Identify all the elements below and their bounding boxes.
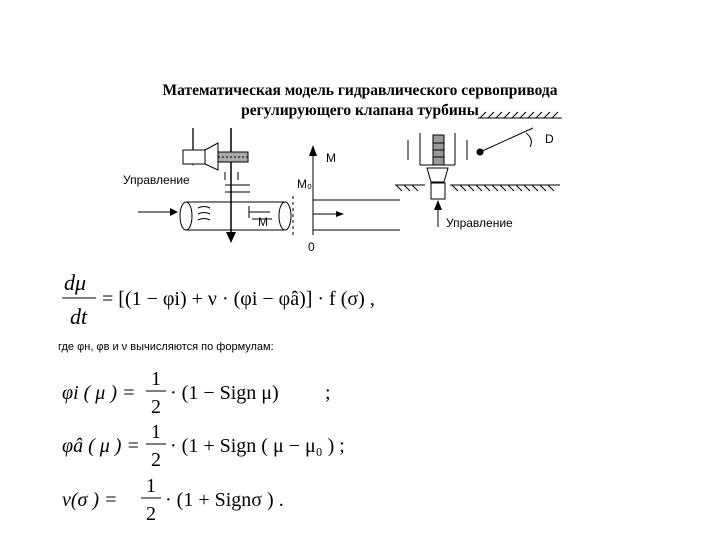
page-title-line2: регулирующего клапана турбины — [241, 102, 479, 119]
eq1-lhs-den: dt — [70, 304, 88, 329]
eq4-lhs: ν(σ ) = — [62, 489, 118, 511]
equation-3 — [62, 421, 345, 471]
axis-zero-label: 0 — [308, 240, 315, 254]
control-label-left: Управление — [123, 173, 190, 187]
where-text: где φн, φв и ν вычисляются по формулам: — [58, 341, 274, 353]
page-title-line1: Математическая модель гидравлического сервопривода — [162, 82, 558, 99]
axis-top-label: M — [326, 151, 336, 165]
eq3-den: 2 — [151, 449, 161, 471]
eq2-body: · (1 − Sign μ) — [170, 382, 279, 404]
eq2-num: 1 — [151, 368, 161, 390]
d-label: D — [545, 132, 554, 146]
mu-label-left: M — [258, 215, 268, 229]
axis-mid-label: M₀ — [297, 177, 312, 191]
mu-axis — [309, 145, 400, 235]
equation-1 — [62, 270, 375, 329]
right-valve-schematic — [395, 112, 562, 227]
equation-4 — [62, 475, 284, 525]
eq2-den: 2 — [151, 396, 161, 418]
control-label-right: Управление — [446, 216, 513, 230]
eq4-num: 1 — [146, 475, 156, 497]
eq1-lhs-num: dμ — [64, 270, 87, 295]
eq4-den: 2 — [146, 503, 156, 525]
eq3-body: · (1 + Sign ( μ − μ₀ ) ; — [170, 435, 345, 457]
eq3-num: 1 — [151, 421, 161, 443]
eq2-lhs: φi ( μ ) = — [62, 382, 136, 404]
eq2-tail: ; — [325, 382, 331, 404]
eq4-body: · (1 + Signσ ) . — [165, 489, 284, 511]
eq3-lhs: φâ ( μ ) = — [62, 435, 140, 457]
eq1-body: = [(1 − φi) + ν · (φi − φâ)] · f (σ) , — [102, 288, 375, 310]
equation-2 — [62, 368, 331, 418]
